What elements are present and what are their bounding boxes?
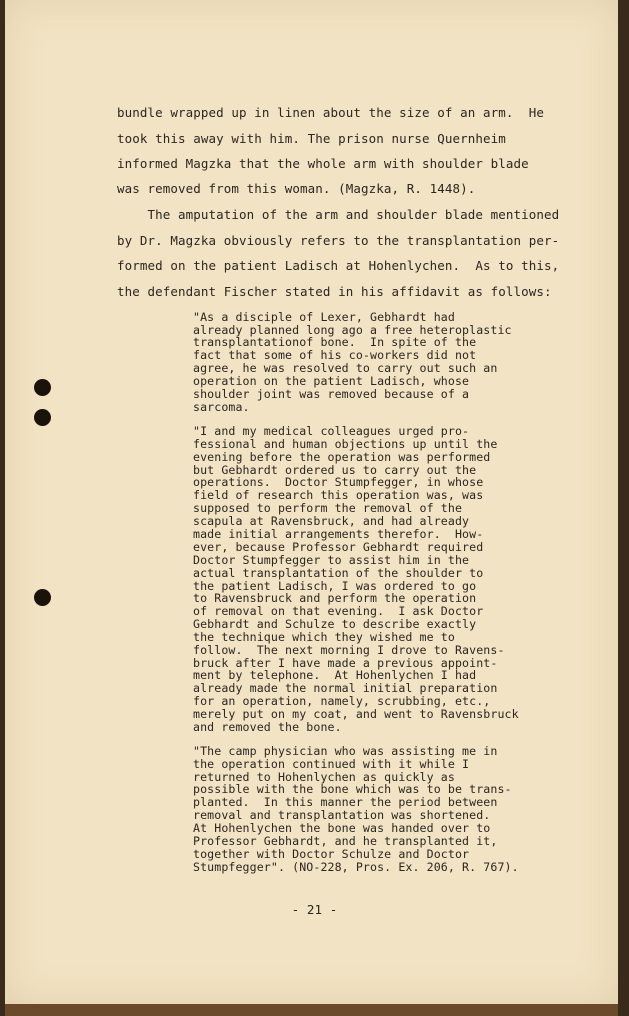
quote-line: Stumpfegger". (NO-228, Pros. Ex. 206, R. 767). [193,860,519,874]
quote-line: agree, he was resolved to carry out such an [193,361,498,375]
quote-line: supposed to perform the removal of the [193,501,463,515]
body-text-line: bundle wrapped up in linen about the size of an arm. He [117,105,545,120]
quote-line: Professor Gebhardt, and he transplanted it, [193,834,498,848]
quote-line: scapula at Ravensbruck, and had already [193,514,470,528]
quote-line: operation on the patient Ladisch, whose [193,374,470,388]
page-bottom-edge [5,1004,618,1016]
page-number: - 21 - [291,902,338,917]
quote-line: At Hohenlychen the bone was handed over to [193,821,491,835]
quote-line: but Gebhardt ordered us to carry out the [193,463,477,477]
quote-line: planted. In this manner the period between [193,795,498,809]
body-text-line: formed on the patient Ladisch at Hohenlychen. As to this, [117,258,560,273]
punch-hole-top [34,379,51,396]
quote-line: Gebhardt and Schulze to describe exactly [193,617,477,631]
quote-line: "The camp physician who was assisting me in [193,744,498,758]
quote-line: removal and transplantation was shortened. [193,808,491,822]
body-text-line: by Dr. Magzka obviously refers to the transplantation per- [117,233,560,248]
quote-line: the operation continued with it while I [193,757,470,771]
quote-line: already planned long ago a free heteroplastic [193,323,512,337]
quote-line: of removal on that evening. I ask Doctor [193,604,484,618]
quote-line: follow. The next morning I drove to Ravens- [193,643,505,657]
body-text-line: took this away with him. The prison nurse Quernheim [117,131,506,146]
body-text-line: was removed from this woman. (Magzka, R. 1448). [117,181,476,196]
quote-line: fact that some of his co-workers did not [193,348,477,362]
quote-line: sarcoma. [193,400,250,414]
quote-line: ever, because Professor Gebhardt required [193,540,484,554]
body-text-line: informed Magzka that the whole arm with shoulder blade [117,156,529,171]
quote-line: "As a disciple of Lexer, Gebhardt had [193,310,455,324]
quote-line: already made the normal initial preparation [193,681,498,695]
quote-line: transplantationof bone. In spite of the [193,335,477,349]
quote-line: evening before the operation was performed [193,450,491,464]
quote-line: operations. Doctor Stumpfegger, in whose [193,475,484,489]
quote-line: shoulder joint was removed because of a [193,387,470,401]
quote-line: fessional and human objections up until the [193,437,498,451]
body-text-line: The amputation of the arm and shoulder blade mentioned [117,207,560,222]
quote-line: together with Doctor Schulze and Doctor [193,847,470,861]
quote-line: returned to Hohenlychen as quickly as [193,770,455,784]
quote-line: the patient Ladisch, I was ordered to go [193,579,477,593]
punch-hole-bottom [34,589,51,606]
quote-line: for an operation, namely, scrubbing, etc., [193,694,491,708]
quote-line: ment by telephone. At Hohenlychen I had [193,668,477,682]
quote-line: and removed the bone. [193,720,342,734]
quote-line: made initial arrangements therefor. How- [193,527,484,541]
quote-line: Doctor Stumpfegger to assist him in the [193,553,470,567]
quote-line: merely put on my coat, and went to Ravensbruck [193,707,519,721]
quote-line: possible with the bone which was to be trans- [193,782,512,796]
quote-line: "I and my medical colleagues urged pro- [193,424,470,438]
body-text-line: the defendant Fischer stated in his affidavit as follows: [117,284,552,299]
punch-hole-middle [34,409,51,426]
quote-line: field of research this operation was, was [193,488,484,502]
quote-line: bruck after I have made a previous appoint- [193,656,498,670]
quote-line: to Ravensbruck and perform the operation [193,591,477,605]
quote-line: the technique which they wished me to [193,630,455,644]
quote-line: actual transplantation of the shoulder to [193,566,484,580]
